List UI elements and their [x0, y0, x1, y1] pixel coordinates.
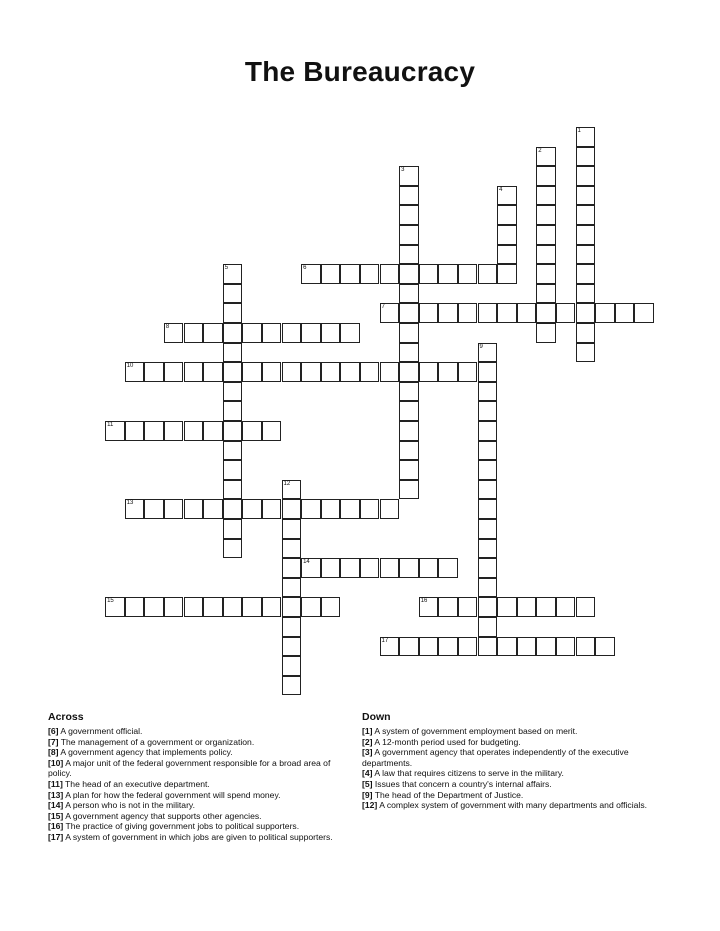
grid-cell[interactable] — [164, 362, 184, 382]
grid-cell[interactable] — [184, 421, 204, 441]
grid-cell[interactable] — [360, 558, 380, 578]
grid-cell[interactable] — [399, 205, 419, 225]
grid-cell[interactable] — [536, 284, 556, 304]
grid-cell[interactable] — [536, 186, 556, 206]
grid-cell[interactable] — [223, 597, 243, 617]
grid-cell[interactable] — [536, 264, 556, 284]
grid-cell[interactable] — [576, 264, 596, 284]
grid-cell[interactable] — [478, 382, 498, 402]
grid-cell[interactable] — [144, 421, 164, 441]
grid-cell[interactable] — [262, 499, 282, 519]
grid-cell[interactable] — [164, 421, 184, 441]
grid-cell[interactable] — [556, 637, 576, 657]
grid-cell[interactable] — [223, 519, 243, 539]
grid-cell[interactable] — [282, 676, 302, 696]
across-clue — [48, 737, 353, 748]
grid-cell[interactable] — [282, 558, 302, 578]
grid-cell[interactable] — [419, 264, 439, 284]
grid-cell[interactable] — [399, 480, 419, 500]
grid-cell[interactable] — [399, 323, 419, 343]
grid-cell[interactable] — [242, 597, 262, 617]
grid-cell[interactable] — [184, 597, 204, 617]
grid-cell[interactable] — [125, 362, 145, 382]
grid-cell[interactable] — [478, 303, 498, 323]
grid-cell[interactable] — [321, 323, 341, 343]
clue-text: A government official. — [58, 726, 143, 736]
grid-cell[interactable] — [223, 401, 243, 421]
clue-text: A system of government in which jobs are given to political supporters. — [63, 831, 333, 842]
across-clue — [48, 758, 353, 779]
grid-cell[interactable] — [419, 637, 439, 657]
grid-cell[interactable] — [282, 519, 302, 539]
grid-cell[interactable] — [184, 323, 204, 343]
grid-cell[interactable] — [125, 499, 145, 519]
grid-cell[interactable] — [399, 225, 419, 245]
grid-cell[interactable] — [478, 343, 498, 363]
grid-cell[interactable] — [223, 480, 243, 500]
grid-cell[interactable] — [536, 166, 556, 186]
clue-start-number: 5 — [224, 265, 229, 272]
clue-number: [14] — [48, 800, 64, 811]
down-clue — [362, 768, 667, 779]
grid-cell[interactable] — [301, 499, 321, 519]
clue-start-number: 1 — [577, 128, 581, 134]
grid-cell[interactable] — [576, 323, 596, 343]
grid-cell[interactable] — [458, 362, 478, 382]
grid-cell[interactable] — [517, 597, 537, 617]
clue-number: [1] — [362, 726, 373, 736]
grid-cell[interactable] — [517, 303, 537, 323]
grid-cell[interactable] — [125, 597, 145, 617]
clue-number: [4] — [362, 768, 373, 779]
grid-cell[interactable] — [399, 637, 419, 657]
grid-cell[interactable] — [380, 637, 400, 657]
clue-start-number: 4 — [499, 186, 503, 193]
grid-cell[interactable] — [438, 264, 458, 284]
across-clue — [48, 779, 353, 790]
clue-text: A complex system of government with many departments and officials. — [377, 800, 648, 811]
grid-cell[interactable] — [399, 362, 419, 382]
grid-cell[interactable] — [282, 323, 302, 343]
grid-cell[interactable] — [517, 637, 537, 657]
clue-start-number: 12 — [283, 480, 291, 487]
clue-start-number: 17 — [381, 637, 389, 644]
clue-start-number: 15 — [107, 598, 114, 605]
grid-cell[interactable] — [478, 362, 498, 382]
grid-cell[interactable] — [223, 284, 243, 304]
grid-cell[interactable] — [576, 597, 596, 617]
grid-cell[interactable] — [497, 225, 517, 245]
clue-text: Issues that concern a country's internal affairs. — [372, 778, 552, 789]
across-clue — [48, 747, 353, 758]
grid-cell[interactable] — [556, 597, 576, 617]
grid-cell[interactable] — [615, 303, 635, 323]
clue-start-number: 9 — [479, 343, 483, 350]
grid-cell[interactable] — [144, 362, 164, 382]
grid-cell[interactable] — [380, 558, 400, 578]
clue-text: A government agency that supports other agencies. — [63, 810, 262, 821]
grid-cell[interactable] — [595, 637, 615, 657]
grid-cell[interactable] — [242, 362, 262, 382]
down-clue — [362, 747, 667, 768]
clue-text: A system of government employment based on merit. — [372, 726, 578, 736]
clue-start-number: 10 — [126, 363, 134, 370]
grid-cell[interactable] — [497, 637, 517, 657]
clue-number: [6] — [48, 726, 59, 736]
grid-cell[interactable] — [321, 499, 341, 519]
grid-cell[interactable] — [105, 597, 125, 617]
grid-cell[interactable] — [478, 539, 498, 559]
grid-cell[interactable] — [497, 245, 517, 265]
grid-cell[interactable] — [223, 303, 243, 323]
across-clue-list — [48, 726, 353, 843]
grid-cell[interactable] — [419, 597, 439, 617]
grid-cell[interactable] — [203, 362, 223, 382]
grid-cell[interactable] — [223, 441, 243, 461]
grid-cell[interactable] — [634, 303, 654, 323]
down-clue — [362, 790, 667, 801]
clue-text: A person who is not in the military. — [63, 800, 195, 811]
grid-cell[interactable] — [262, 323, 282, 343]
across-clue — [48, 821, 353, 832]
grid-cell[interactable] — [223, 421, 243, 441]
grid-cell[interactable] — [321, 558, 341, 578]
clue-number: [16] — [48, 821, 64, 832]
grid-cell[interactable] — [282, 656, 302, 676]
across-clue — [48, 726, 353, 737]
grid-cell[interactable] — [321, 597, 341, 617]
grid-cell[interactable] — [144, 499, 164, 519]
grid-cell[interactable] — [478, 519, 498, 539]
grid-cell[interactable] — [399, 382, 419, 402]
grid-cell[interactable] — [478, 264, 498, 284]
grid-cell[interactable] — [399, 264, 419, 284]
clue-number: [10] — [48, 757, 64, 768]
grid-cell[interactable] — [223, 382, 243, 402]
grid-cell[interactable] — [262, 362, 282, 382]
down-clue — [362, 726, 667, 737]
grid-cell[interactable] — [223, 362, 243, 382]
grid-cell[interactable] — [478, 558, 498, 578]
grid-cell[interactable] — [438, 303, 458, 323]
grid-cell[interactable] — [536, 637, 556, 657]
clue-text: A major unit of the federal government responsible for a broad area of policy. — [48, 757, 331, 779]
grid-cell[interactable] — [301, 558, 321, 578]
grid-cell[interactable] — [419, 303, 439, 323]
grid-cell[interactable] — [536, 147, 556, 167]
grid-cell[interactable] — [478, 578, 498, 598]
grid-cell[interactable] — [105, 421, 125, 441]
grid-cell[interactable] — [576, 343, 596, 363]
grid-cell[interactable] — [223, 264, 243, 284]
grid-cell[interactable] — [164, 597, 184, 617]
clue-start-number: 6 — [303, 265, 307, 272]
grid-cell[interactable] — [242, 421, 262, 441]
grid-cell[interactable] — [301, 597, 321, 617]
down-clue — [362, 800, 667, 811]
down-clue-list — [362, 726, 667, 811]
grid-cell[interactable] — [340, 264, 360, 284]
grid-cell[interactable] — [223, 323, 243, 343]
grid-cell[interactable] — [478, 441, 498, 461]
grid-cell[interactable] — [497, 205, 517, 225]
clue-text: A plan for how the federal government will spend money. — [63, 789, 281, 800]
grid-cell[interactable] — [536, 303, 556, 323]
grid-cell[interactable] — [497, 597, 517, 617]
grid-cell[interactable] — [438, 597, 458, 617]
grid-cell[interactable] — [478, 637, 498, 657]
grid-cell[interactable] — [164, 499, 184, 519]
grid-cell[interactable] — [203, 597, 223, 617]
grid-cell[interactable] — [360, 264, 380, 284]
grid-cell[interactable] — [380, 264, 400, 284]
grid-cell[interactable] — [380, 499, 400, 519]
grid-cell[interactable] — [478, 480, 498, 500]
grid-cell[interactable] — [399, 558, 419, 578]
grid-cell[interactable] — [282, 539, 302, 559]
clue-start-number: 14 — [303, 559, 310, 566]
grid-cell[interactable] — [576, 303, 596, 323]
grid-cell[interactable] — [282, 637, 302, 657]
clue-number: [11] — [48, 778, 63, 789]
grid-cell[interactable] — [380, 303, 400, 323]
grid-cell[interactable] — [340, 362, 360, 382]
grid-cell[interactable] — [458, 637, 478, 657]
grid-cell[interactable] — [576, 147, 596, 167]
clue-start-number: 16 — [420, 598, 428, 605]
grid-cell[interactable] — [282, 578, 302, 598]
grid-cell[interactable] — [478, 597, 498, 617]
grid-cell[interactable] — [478, 460, 498, 480]
grid-cell[interactable] — [478, 499, 498, 519]
grid-cell[interactable] — [282, 499, 302, 519]
grid-cell[interactable] — [262, 421, 282, 441]
grid-cell[interactable] — [399, 441, 419, 461]
grid-cell[interactable] — [203, 499, 223, 519]
grid-cell[interactable] — [595, 303, 615, 323]
grid-cell[interactable] — [576, 225, 596, 245]
down-clue — [362, 779, 667, 790]
grid-cell[interactable] — [203, 323, 223, 343]
grid-cell[interactable] — [223, 499, 243, 519]
clue-text: A law that requires citizens to serve in the military. — [372, 768, 564, 779]
grid-cell[interactable] — [399, 186, 419, 206]
grid-cell[interactable] — [497, 303, 517, 323]
grid-cell[interactable] — [556, 303, 576, 323]
grid-cell[interactable] — [380, 362, 400, 382]
grid-cell[interactable] — [576, 637, 596, 657]
clue-text: The head of an executive department. — [62, 778, 210, 789]
clue-text: A 12-month period used for budgeting. — [372, 736, 521, 747]
grid-cell[interactable] — [399, 401, 419, 421]
grid-cell[interactable] — [438, 362, 458, 382]
across-clue — [48, 800, 353, 811]
grid-cell[interactable] — [282, 362, 302, 382]
grid-cell[interactable] — [164, 323, 184, 343]
grid-cell[interactable] — [144, 597, 164, 617]
grid-cell[interactable] — [340, 499, 360, 519]
clue-number: [13] — [48, 789, 64, 800]
grid-cell[interactable] — [223, 343, 243, 363]
clue-number: [12] — [362, 800, 378, 811]
grid-cell[interactable] — [321, 264, 341, 284]
grid-cell[interactable] — [576, 166, 596, 186]
clue-number: [8] — [48, 747, 59, 758]
across-heading: Across — [48, 711, 84, 723]
clue-text: A government agency that implements policy. — [58, 747, 233, 758]
grid-cell[interactable] — [497, 186, 517, 206]
grid-cell[interactable] — [576, 186, 596, 206]
clue-number: [17] — [48, 831, 64, 842]
grid-cell[interactable] — [262, 597, 282, 617]
clue-start-number: 7 — [381, 304, 385, 311]
grid-cell[interactable] — [536, 225, 556, 245]
clue-text: The practice of giving government jobs to political supporters. — [63, 821, 300, 832]
clue-start-number: 2 — [538, 147, 542, 154]
grid-cell[interactable] — [458, 597, 478, 617]
grid-cell[interactable] — [301, 323, 321, 343]
clue-start-number: 3 — [401, 167, 405, 174]
grid-cell[interactable] — [458, 303, 478, 323]
grid-cell[interactable] — [419, 362, 439, 382]
clue-number: [2] — [362, 736, 373, 747]
grid-cell[interactable] — [576, 127, 596, 147]
grid-cell[interactable] — [536, 245, 556, 265]
down-clues — [362, 711, 667, 811]
grid-cell[interactable] — [223, 460, 243, 480]
grid-cell[interactable] — [223, 539, 243, 559]
grid-cell[interactable] — [184, 362, 204, 382]
grid-cell[interactable] — [399, 284, 419, 304]
down-clue — [362, 737, 667, 748]
grid-cell[interactable] — [438, 558, 458, 578]
grid-cell[interactable] — [399, 166, 419, 186]
grid-cell[interactable] — [301, 264, 321, 284]
grid-cell[interactable] — [203, 421, 223, 441]
across-clue — [48, 832, 353, 843]
grid-cell[interactable] — [340, 323, 360, 343]
grid-cell[interactable] — [399, 343, 419, 363]
grid-cell[interactable] — [360, 362, 380, 382]
grid-cell[interactable] — [497, 264, 517, 284]
grid-cell[interactable] — [340, 558, 360, 578]
grid-cell[interactable] — [399, 245, 419, 265]
grid-cell[interactable] — [478, 401, 498, 421]
grid-cell[interactable] — [321, 362, 341, 382]
across-clues — [48, 711, 353, 843]
grid-cell[interactable] — [242, 499, 262, 519]
across-clue — [48, 790, 353, 801]
grid-cell[interactable] — [184, 499, 204, 519]
grid-cell[interactable] — [576, 245, 596, 265]
down-heading: Down — [362, 711, 391, 723]
grid-cell[interactable] — [399, 460, 419, 480]
clue-number: [5] — [362, 778, 373, 789]
clue-start-number: 11 — [107, 422, 114, 428]
clue-number: [7] — [48, 736, 59, 747]
grid-cell[interactable] — [282, 480, 302, 500]
grid-cell[interactable] — [282, 617, 302, 637]
grid-cell[interactable] — [125, 421, 145, 441]
clue-start-number: 8 — [165, 324, 170, 330]
across-clue — [48, 811, 353, 822]
grid-cell[interactable] — [536, 323, 556, 343]
puzzle-title: The Bureaucracy — [244, 56, 476, 87]
grid-cell[interactable] — [536, 205, 556, 225]
clue-number: [3] — [362, 747, 373, 758]
grid-cell[interactable] — [399, 421, 419, 441]
clue-text: The management of a government or organization. — [58, 736, 255, 747]
clue-start-number: 13 — [126, 500, 134, 507]
grid-cell[interactable] — [301, 362, 321, 382]
grid-cell[interactable] — [282, 597, 302, 617]
grid-cell[interactable] — [536, 597, 556, 617]
clue-number: [9] — [362, 789, 373, 800]
clue-text: A government agency that operates independently of the executive departments. — [362, 747, 629, 768]
grid-cell[interactable] — [478, 421, 498, 441]
grid-cell[interactable] — [399, 303, 419, 323]
grid-cell[interactable] — [576, 284, 596, 304]
grid-cell[interactable] — [360, 499, 380, 519]
clue-number: [15] — [48, 810, 64, 821]
clue-text: The head of the Department of Justice. — [372, 789, 524, 800]
grid-cell[interactable] — [478, 617, 498, 637]
grid-cell[interactable] — [576, 205, 596, 225]
grid-cell[interactable] — [419, 558, 439, 578]
grid-cell[interactable] — [458, 264, 478, 284]
grid-cell[interactable] — [242, 323, 262, 343]
grid-cell[interactable] — [438, 637, 458, 657]
